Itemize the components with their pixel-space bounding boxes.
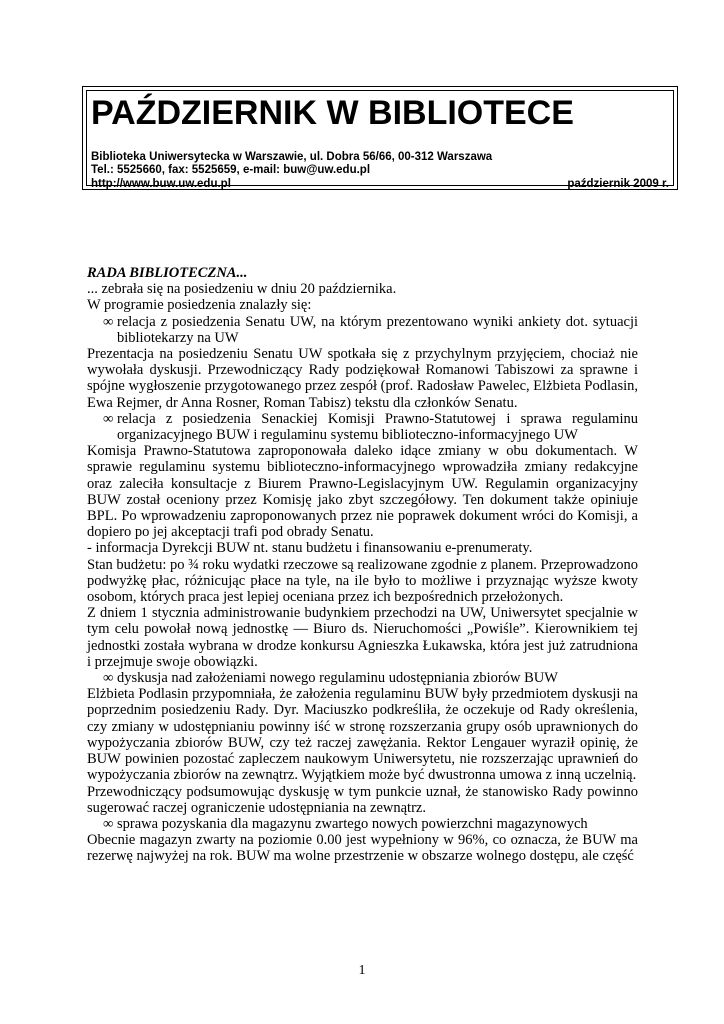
paragraph: Komisja Prawno-Statutowa zaproponowała daleko idące zmiany w obu dokumentach. W sprawie regulaminu systemu biblioteczno-informacyjnego wprowadziła zmiany redakcyjne oraz zaleciła konsultacje z Biurem Prawno-Legislacyjnym UW. Regulamin organizacyjny BUW został oceniony przez Komisję jako zbyt szczegółowy. Ten dokument także opiniuje BPL. Po wprowadzeniu zaproponowanych przez nie poprawek dokument wróci do Komisji, a dopiero po jej akceptacji trafi pod obrady Senatu. [87, 443, 638, 541]
list-item [87, 314, 638, 346]
header-inner-frame [86, 90, 674, 190]
paragraph: Elżbieta Podlasin przypomniała, że założenia regulaminu BUW były przedmiotem dyskusji na poprzednim posiedzeniu Rady. Dyr. Maciuszko podkreśliła, że oczekuje od Rady określenia, czy zmiany w udostępnianiu powinny iść w stronę rozszerzania grupy osób uprawnionych do wypożyczania zbiorów BUW, czy też raczej zawężania. Rektor Lengauer wyraził opinię, że BUW powinien pozostać zapleczem naukowym Uniwersytetu, nie rozszerzając uprawnień do wypożyczania zbiorów na zewnątrz. Wyjątkiem może być dwustronna umowa z inną uczelnią. [87, 686, 638, 784]
section-heading: RADA BIBLIOTECZNA... [87, 265, 248, 281]
infinity-bullet-icon: ∞ [103, 410, 114, 427]
paragraph: - informacja Dyrekcji BUW nt. stanu budżetu i finansowaniu e-prenumeraty. [87, 540, 533, 557]
library-contact: Tel.: 5525660, fax: 5525659, e-mail: buw@uw.edu.pl [91, 164, 371, 176]
infinity-bullet-icon: ∞ [103, 815, 114, 832]
list-item [87, 816, 638, 832]
list-item-text: sprawa pozyskania dla magazynu zwartego nowych powierzchni magazynowych [117, 815, 588, 832]
paragraph: Prezentacja na posiedzeniu Senatu UW spotkała się z przychylnym przyjęciem, chociaż nie wywołała dyskusji. Przewodniczący Rady podziękował Romanowi Tabiszowi za sprawne i spójne wygłoszenie przygotowanego przez zespół (prof. Radosław Pawelec, Elżbieta Podlasin, Ewa Rejmer, dr Anna Rosner, Roman Tabisz) tekstu dla członków Senatu. [87, 346, 638, 411]
paragraph: W programie posiedzenia znalazły się: [87, 297, 312, 314]
paragraph: Obecnie magazyn zwarty na poziomie 0.00 jest wypełniony w 96%, co oznacza, że BUW ma rezerwę najwyżej na rok. BUW ma wolne przestrzenie w obszarze wolnego dostępu, ale część [87, 832, 638, 865]
list-item-text: dyskusja nad założeniami nowego regulaminu udostępniania zbiorów BUW [117, 670, 558, 687]
library-url[interactable]: http://www.buw.uw.edu.pl [91, 178, 231, 190]
infinity-bullet-icon: ∞ [103, 670, 114, 687]
paragraph: Przewodniczący podsumowując dyskusję w tym punkcie uznał, że stanowisko Rady powinno sugerować raczej ograniczenie udostępniania na zewnątrz. [87, 783, 638, 816]
newsletter-title: PAŹDZIERNIK W BIBLIOTECE [91, 94, 574, 132]
article-body [87, 265, 638, 865]
infinity-bullet-icon: ∞ [103, 313, 114, 330]
paragraph: ... zebrała się na posiedzeniu w dniu 20 października. [87, 281, 397, 298]
paragraph: Stan budżetu: po ¾ roku wydatki rzeczowe są realizowane zgodnie z planem. Przeprowadzono podwyżkę płac, różnicując płace na tyle, na ile było to możliwe i przyznając wyższe kwoty osobom, których praca jest lepiej oceniana przez ich bezpośrednich przełożonych. [87, 556, 638, 606]
list-item [87, 670, 638, 686]
paragraph: Z dniem 1 stycznia administrowanie budynkiem przechodzi na UW, Uniwersytet specjalnie w tym celu powołał nową jednostkę — Biuro ds. Nieruchomości „Powiśle”. Kierownikiem tej jednostki została wybrana w drodze konkursu Agnieszka Łukawska, która jest już zatrudniona i przejmuje swoje obowiązki. [87, 605, 638, 670]
issue-date: październik 2009 r. [567, 178, 669, 190]
list-item-text: relacja z posiedzenia Senatu UW, na którym prezentowano wyniki ankiety dot. sytuacji bibliotekarzy na UW [117, 313, 638, 346]
library-address: Biblioteka Uniwersytecka w Warszawie, ul. Dobra 56/66, 00-312 Warszawa [91, 151, 493, 163]
page-number: 1 [358, 963, 366, 978]
list-item-text: relacja z posiedzenia Senackiej Komisji Prawno-Statutowej i sprawa regulaminu organizacyjnego BUW i regulaminu systemu biblioteczno-informacyjnego UW [117, 410, 638, 444]
list-item [87, 411, 638, 443]
newsletter-header [82, 86, 678, 190]
